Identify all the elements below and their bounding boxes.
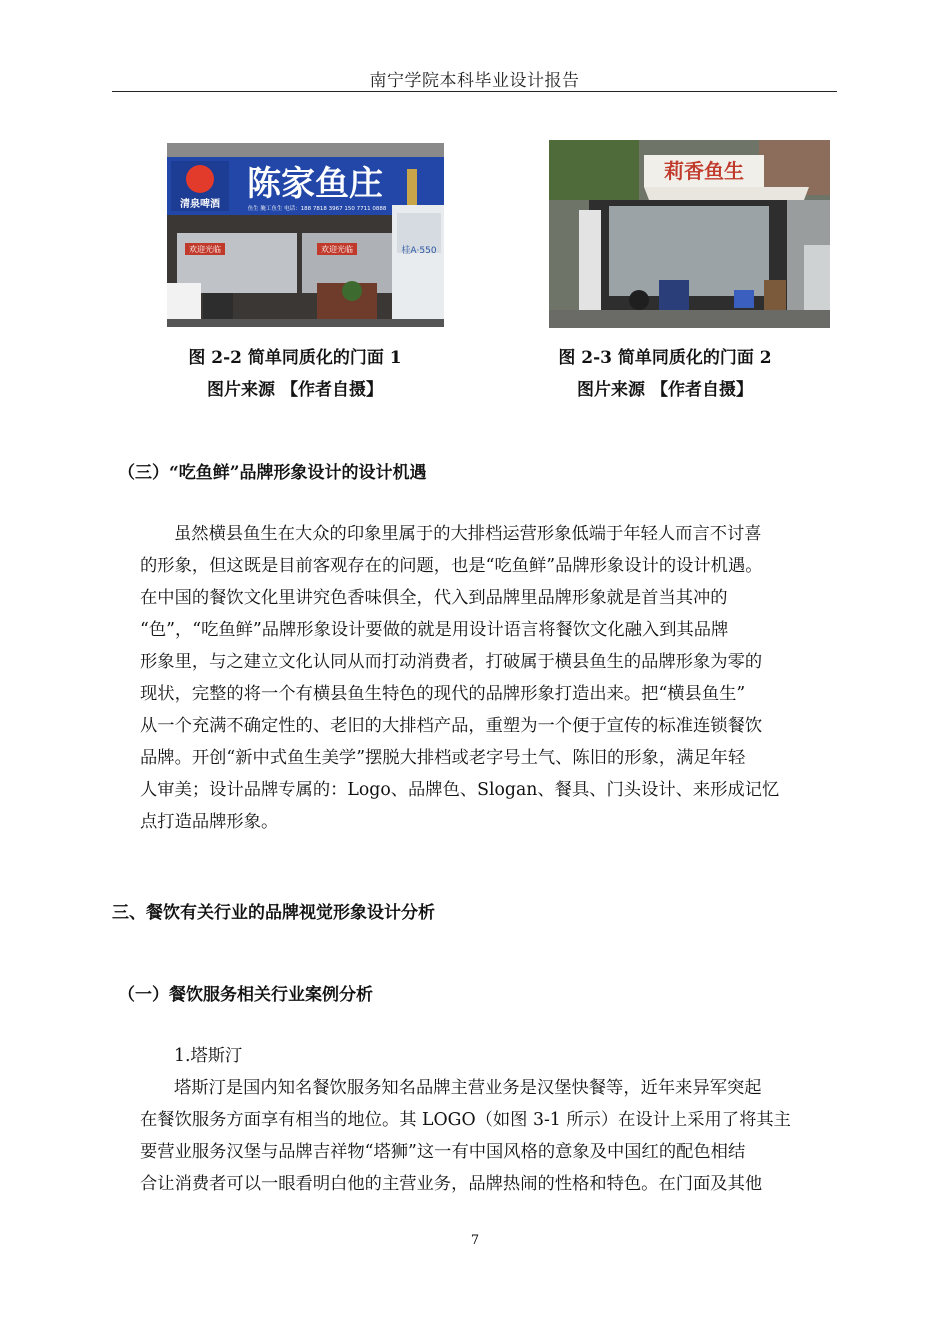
page-number: 7 (470, 1233, 480, 1248)
running-header: 南宁学院本科毕业设计报告 (369, 71, 580, 91)
paragraph-line: 从一个充满不确定性的、老旧的大排档产品，重塑为一个便于宣传的标准连锁餐饮 (140, 716, 763, 736)
paragraph-line: 要营业服务汉堡与品牌吉祥物“塔狮”这一有中国风格的意象及中国红的配色相结 (140, 1142, 746, 1162)
paragraph-line: 的形象，但这既是目前客观存在的问题，也是“吃鱼鲜”品牌形象设计的设计机遇。 (140, 556, 763, 576)
chapter-heading: 三、餐饮有关行业的品牌视觉形象设计分析 (112, 903, 435, 923)
item-title: 1.塔斯汀 (174, 1046, 243, 1066)
welcome-right: 欢迎光临 (321, 245, 353, 254)
paragraph-tastien (140, 1040, 840, 1200)
storefront-photo-1 (167, 143, 444, 327)
paragraph-line: “色”，“吃鱼鲜”品牌形象设计要做的就是用设计语言将餐饮文化融入到其品牌 (140, 620, 729, 640)
paragraph-line: 人审美；设计品牌专属的：Logo、品牌色、Slogan、餐具、门头设计、来形成记忆 (140, 780, 780, 800)
paragraph-line: 形象里，与之建立文化认同从而打动消费者，打破属于横县鱼生的品牌形象为零的 (140, 652, 763, 672)
figure-2-3-caption: 图 2-3 简单同质化的门面 2 (558, 348, 772, 368)
welcome-left: 欢迎光临 (189, 245, 221, 254)
paragraph-line: 在餐饮服务方面享有相当的地位。其 LOGO（如图 3-1 所示）在设计上采用了将其主 (140, 1110, 791, 1130)
storefront-photo-1-drawing (167, 143, 444, 327)
figure-2-3-source: 图片来源 【作者自摄】 (577, 380, 753, 400)
section-heading-cases: （一）餐饮服务相关行业案例分析 (118, 985, 373, 1005)
sign-brand: 清泉啤酒 (180, 199, 220, 210)
truck-plate: 桂A·550 (401, 246, 437, 256)
paragraph-line: 虽然横县鱼生在大众的印象里属于的大排档运营形象低端于年轻人而言不讨喜 (174, 524, 762, 544)
paragraph-line: 品牌。开创“新中式鱼生美学”摆脱大排档或老字号土气、陈旧的形象，满足年轻 (140, 748, 746, 768)
paragraph-line: 在中国的餐饮文化里讲究色香味俱全，代入到品牌里品牌形象就是首当其冲的 (140, 588, 728, 608)
paragraph-line: 点打造品牌形象。 (140, 812, 279, 832)
sign-subtitle: 鱼生 腌工鱼生 电话：188 7818 3967 150 7711 0888 (247, 206, 387, 212)
header-rule (112, 91, 837, 92)
paragraph-line: 现状，完整的将一个有横县鱼生特色的现代的品牌形象打造出来。把“横县鱼生” (140, 684, 746, 704)
paragraph-line: 塔斯汀是国内知名餐饮服务知名品牌主营业务是汉堡快餐等，近年来异军突起 (174, 1078, 762, 1098)
paragraph-line: 合让消费者可以一眼看明白他的主营业务，品牌热闹的性格和特色。在门面及其他 (140, 1174, 763, 1194)
sign-title-2: 莉香鱼生 (664, 159, 744, 183)
storefront-photo-2-drawing (549, 140, 830, 328)
figure-2-2-source: 图片来源 【作者自摄】 (207, 380, 383, 400)
storefront-photo-2 (549, 140, 830, 328)
sign-title: 陈家鱼庄 (247, 164, 383, 204)
section-heading-opportunity: （三）“吃鱼鲜”品牌形象设计的设计机遇 (118, 463, 427, 483)
paragraph-opportunity (140, 518, 840, 838)
figure-2-2-caption: 图 2-2 简单同质化的门面 1 (188, 348, 402, 368)
